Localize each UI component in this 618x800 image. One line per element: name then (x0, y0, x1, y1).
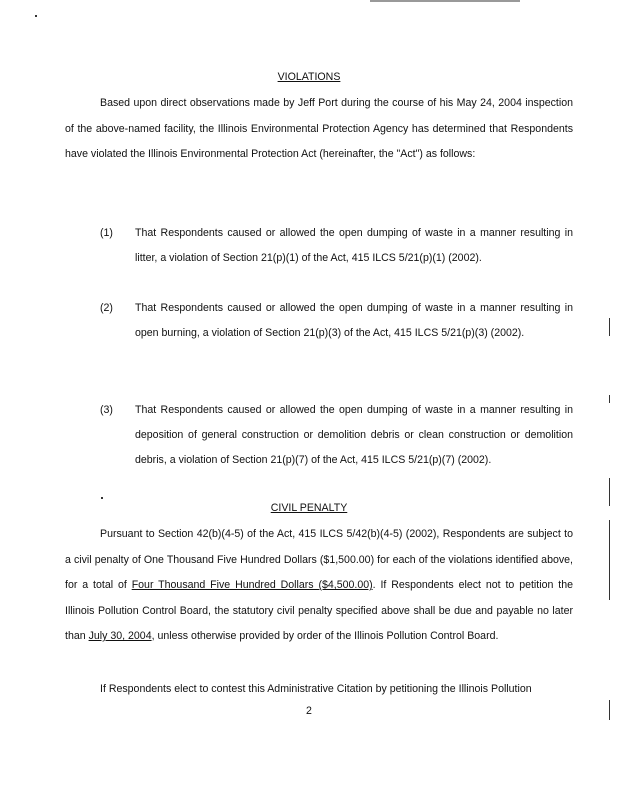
violation-item-2 (100, 296, 573, 346)
scan-mark (609, 478, 610, 506)
page-number: 2 (306, 705, 312, 717)
scan-mark (609, 395, 610, 403)
item-text: That Respondents caused or allowed the open dumping of waste in a manner resulting in deposition of general construction or demolition debris or clean construction or demolition debris, a violation of Section 21(p)(7) of the Act, 415 ILCS 5/21(p)(7) (2002). (135, 404, 573, 466)
scan-mark (609, 700, 610, 720)
scan-mark (609, 520, 610, 600)
item-text: That Respondents caused or allowed the open dumping of waste in a manner resulting in litter, a violation of Section 21(p)(1) of the Act, 415 ILCS 5/21(p)(1) (2002). (135, 227, 573, 264)
violation-item-1 (100, 221, 573, 271)
violation-item-3 (100, 398, 573, 473)
penalty-text: , unless otherwise provided by order of the Illinois Pollution Control Board. (151, 630, 499, 642)
scan-mark (35, 15, 37, 17)
item-number: (1) (100, 227, 113, 239)
civil-penalty-paragraph (65, 522, 573, 650)
contest-text: If Respondents elect to contest this Administrative Citation by petitioning the Illinois Pollution (100, 683, 532, 695)
item-number: (2) (100, 302, 113, 314)
penalty-text: . If Respondents elect not to petition the Illinois Pollution Control Board, the statutory civil penalty specified above shall be due and payable no later than (65, 579, 573, 642)
civil-penalty-heading: CIVIL PENALTY (270, 502, 348, 514)
item-number: (3) (100, 404, 113, 416)
scan-mark (101, 497, 103, 499)
violations-intro (65, 91, 573, 168)
violations-heading: VIOLATIONS (277, 71, 341, 83)
header-scan-fragment (370, 0, 520, 2)
contest-paragraph (65, 677, 573, 703)
violations-intro-text: Based upon direct observations made by Jeff Port during the course of his May 24, 2004 inspection of the above-named facility, the Illinois Environmental Protection Agency has determined that Respondents have violated the Illinois Environmental Protection Act (hereinafter, the "Act") as follows: (65, 97, 573, 160)
penalty-text: Pursuant to Section 42(b)(4-5) of the Act, 415 ILCS 5/42(b)(4-5) (2002), Respondents are subject to a civil penalty of One Thousand Five Hundred Dollars ($1,500.00) for each of the violations identified above, for a total of (65, 528, 573, 591)
item-text: That Respondents caused or allowed the open dumping of waste in a manner resulting in open burning, a violation of Section 21(p)(3) of the Act, 415 ILCS 5/21(p)(3) (2002). (135, 302, 573, 339)
scan-mark (609, 318, 610, 336)
penalty-due-date: July 30, 2004 (88, 630, 152, 642)
penalty-total: Four Thousand Five Hundred Dollars ($4,500.00) (131, 579, 373, 591)
